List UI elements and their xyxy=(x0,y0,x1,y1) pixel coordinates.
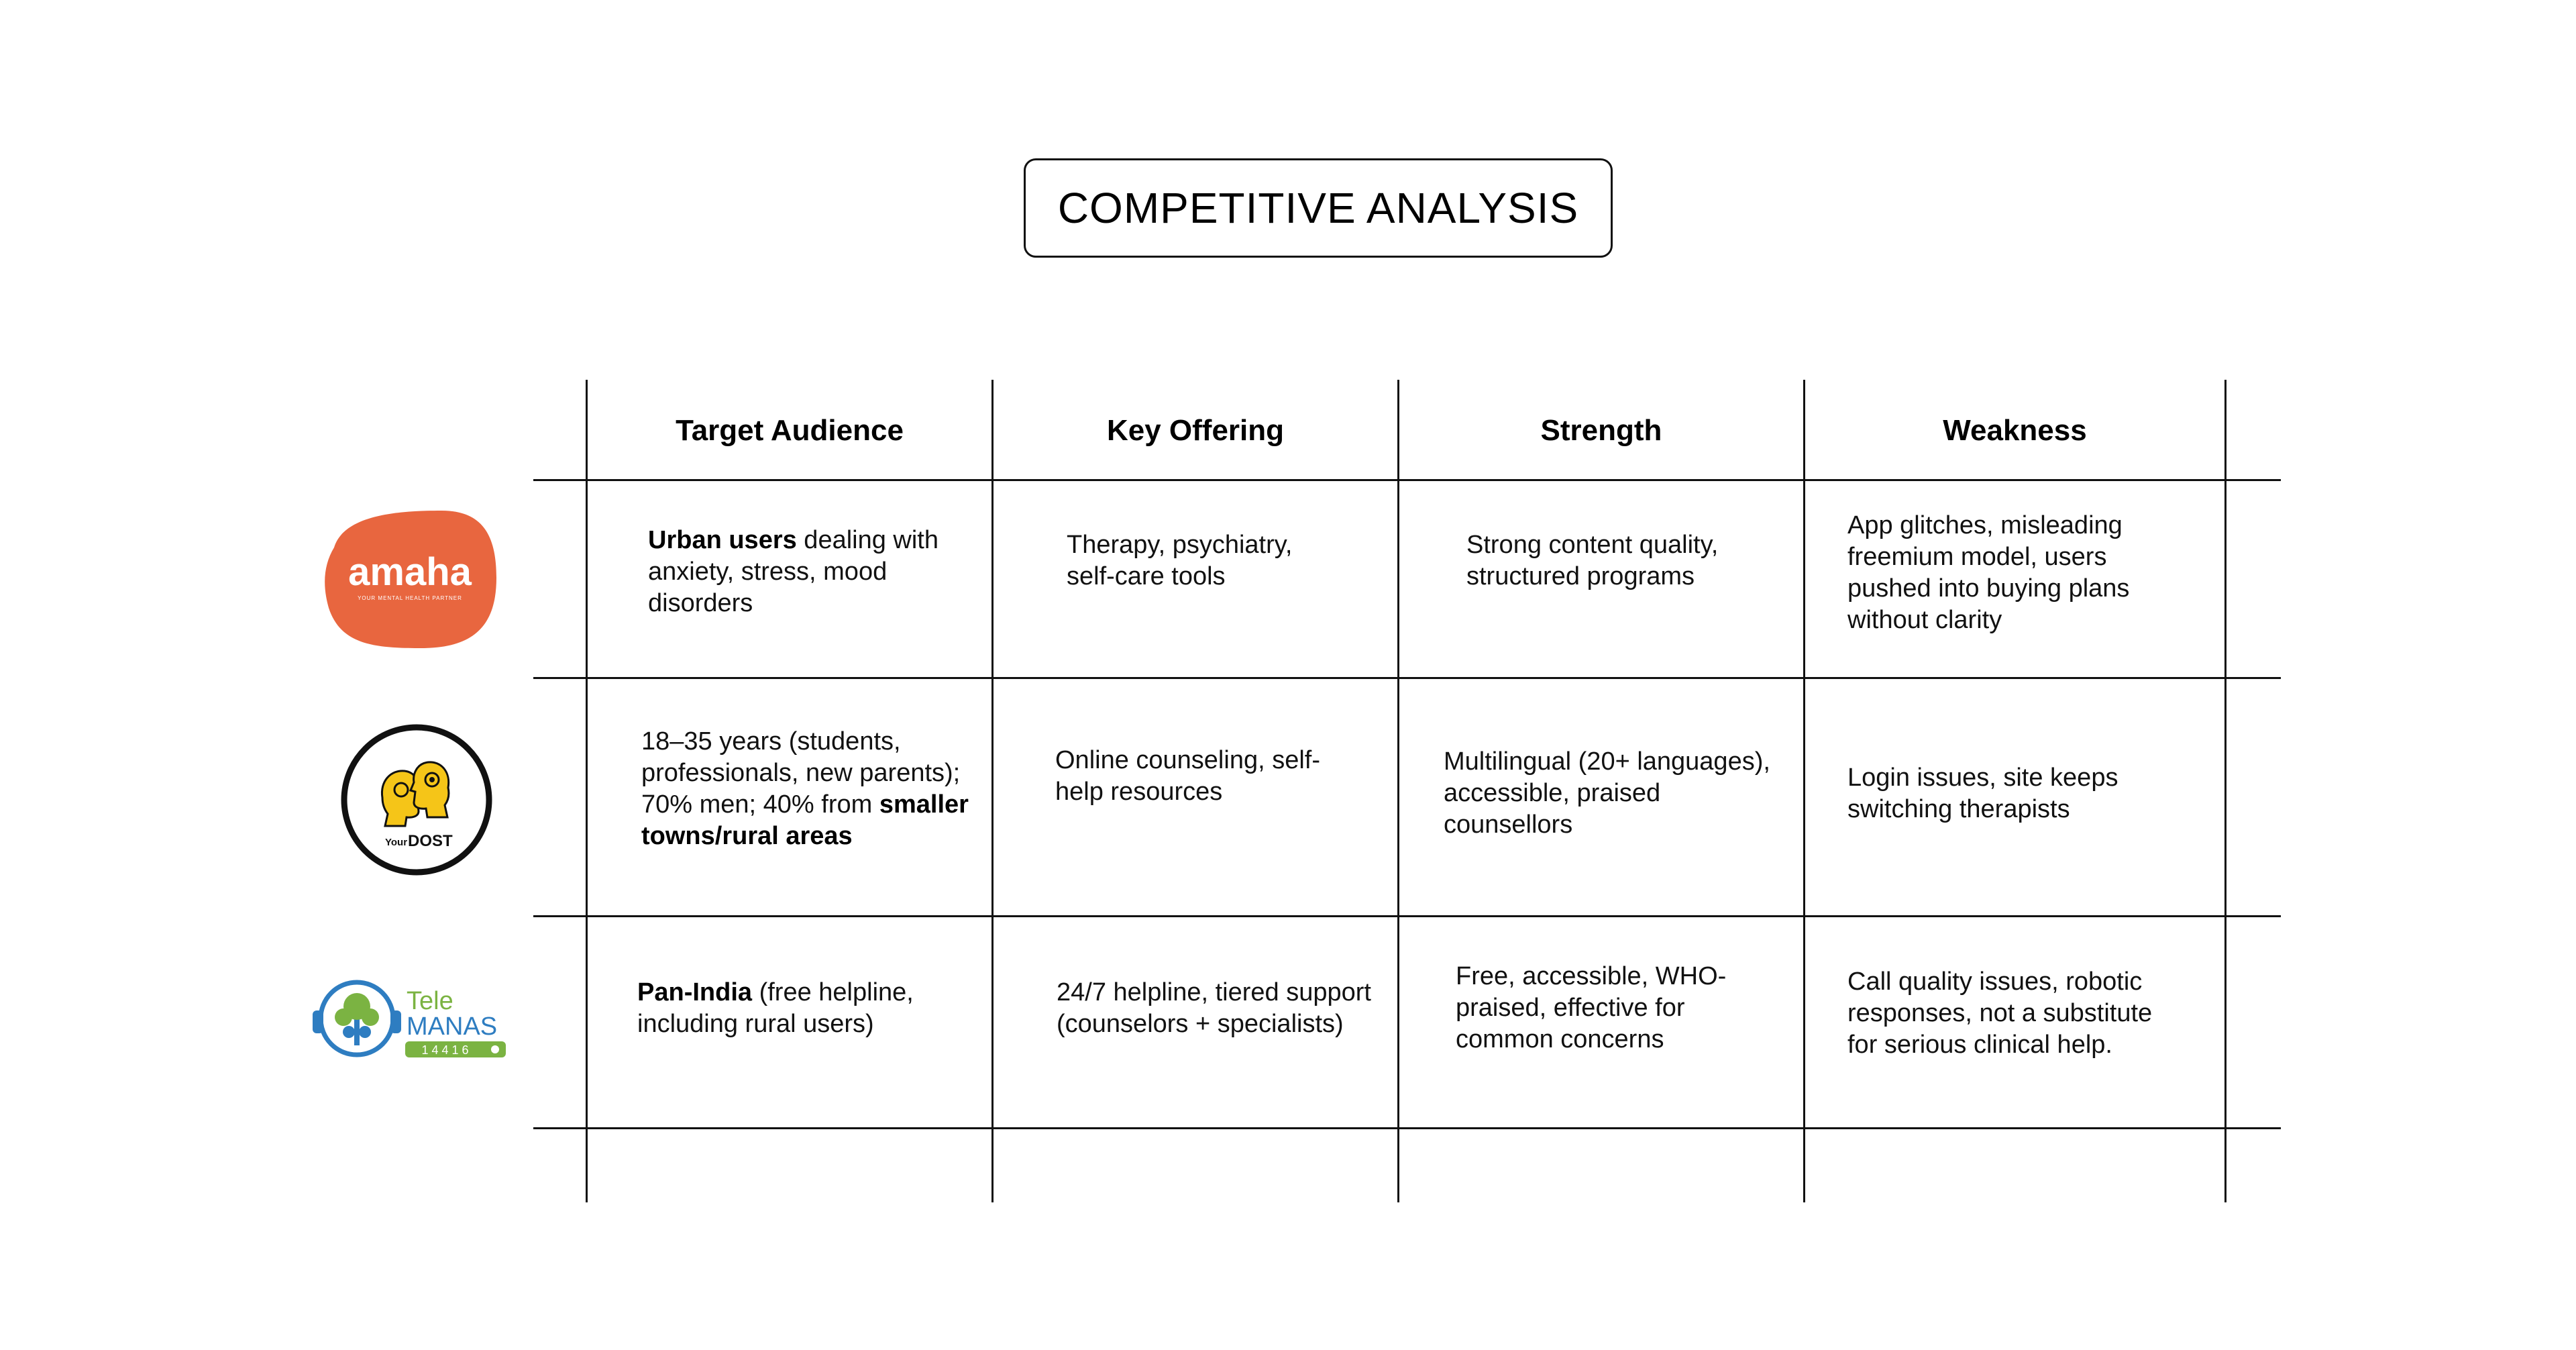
grid-line xyxy=(533,1127,2281,1129)
cell-row2-strength: Multilingual (20+ languages), accessible, praised counsellors xyxy=(1444,747,1770,839)
telemanas-logo-tele: Tele xyxy=(407,987,453,1015)
cell-row2-key-offering: Online counseling, self-help resources xyxy=(1055,746,1320,806)
grid-line xyxy=(533,479,2281,481)
audience-text: (free helpline, including rural users) xyxy=(637,978,914,1038)
yourdost-logo xyxy=(341,724,492,876)
cell-row1-weakness: App glitches, misleading freemium model, users pushed into buying plans without clarity xyxy=(1847,511,2130,634)
column-header-key-offering: Key Offering xyxy=(1106,414,1285,447)
audience-highlight: Urban users xyxy=(648,526,797,554)
cell-row2-target-audience xyxy=(641,726,970,852)
amaha-logo-tagline: YOUR MENTAL HEALTH PARTNER xyxy=(358,595,462,601)
amaha-logo xyxy=(321,507,499,651)
yourdost-logo-prefix: Your xyxy=(385,837,408,848)
column-header-target-audience: Target Audience xyxy=(676,414,904,447)
cell-row3-weakness: Call quality issues, robotic responses, not a substitute for serious clinical help. xyxy=(1847,968,2153,1059)
cell-row1-strength: Strong content quality, structured programs xyxy=(1466,531,1719,590)
amaha-logo-text: amaha xyxy=(348,550,472,594)
telemanas-logo-manas: MANAS xyxy=(407,1012,498,1041)
column-header-weakness: Weakness xyxy=(1943,414,2087,447)
cell-row2-weakness: Login issues, site keeps switching therapists xyxy=(1847,764,2118,823)
grid-line xyxy=(2224,380,2226,1202)
grid-line xyxy=(533,915,2281,917)
grid-line xyxy=(533,677,2281,679)
page-title: COMPETITIVE ANALYSIS xyxy=(1024,158,1613,258)
grid-line xyxy=(586,380,588,1202)
audience-highlight: smaller towns/rural areas xyxy=(641,790,969,850)
yourdost-logo-name: DOST xyxy=(408,832,453,850)
cell-row1-key-offering: Therapy, psychiatry, self-care tools xyxy=(1067,531,1293,590)
telemanas-logo xyxy=(313,972,514,1066)
cell-row1-target-audience xyxy=(648,525,963,619)
grid-line xyxy=(1803,380,1805,1202)
cell-row3-target-audience xyxy=(637,977,939,1040)
grid-line xyxy=(991,380,994,1202)
audience-text: 18–35 years (students, professionals, new parents); 70% men; 40% from xyxy=(641,727,961,819)
grid-line xyxy=(1397,380,1399,1202)
audience-highlight: Pan-India xyxy=(637,978,753,1006)
audience-text: dealing with anxiety, stress, mood disorders xyxy=(648,526,938,617)
cell-row3-strength: Free, accessible, WHO-praised, effective for common concerns xyxy=(1456,962,1727,1053)
telemanas-logo-number: 14416 xyxy=(421,1043,472,1057)
column-header-strength: Strength xyxy=(1540,414,1662,447)
cell-row3-key-offering: 24/7 helpline, tiered support (counselors + specialists) xyxy=(1057,978,1371,1038)
